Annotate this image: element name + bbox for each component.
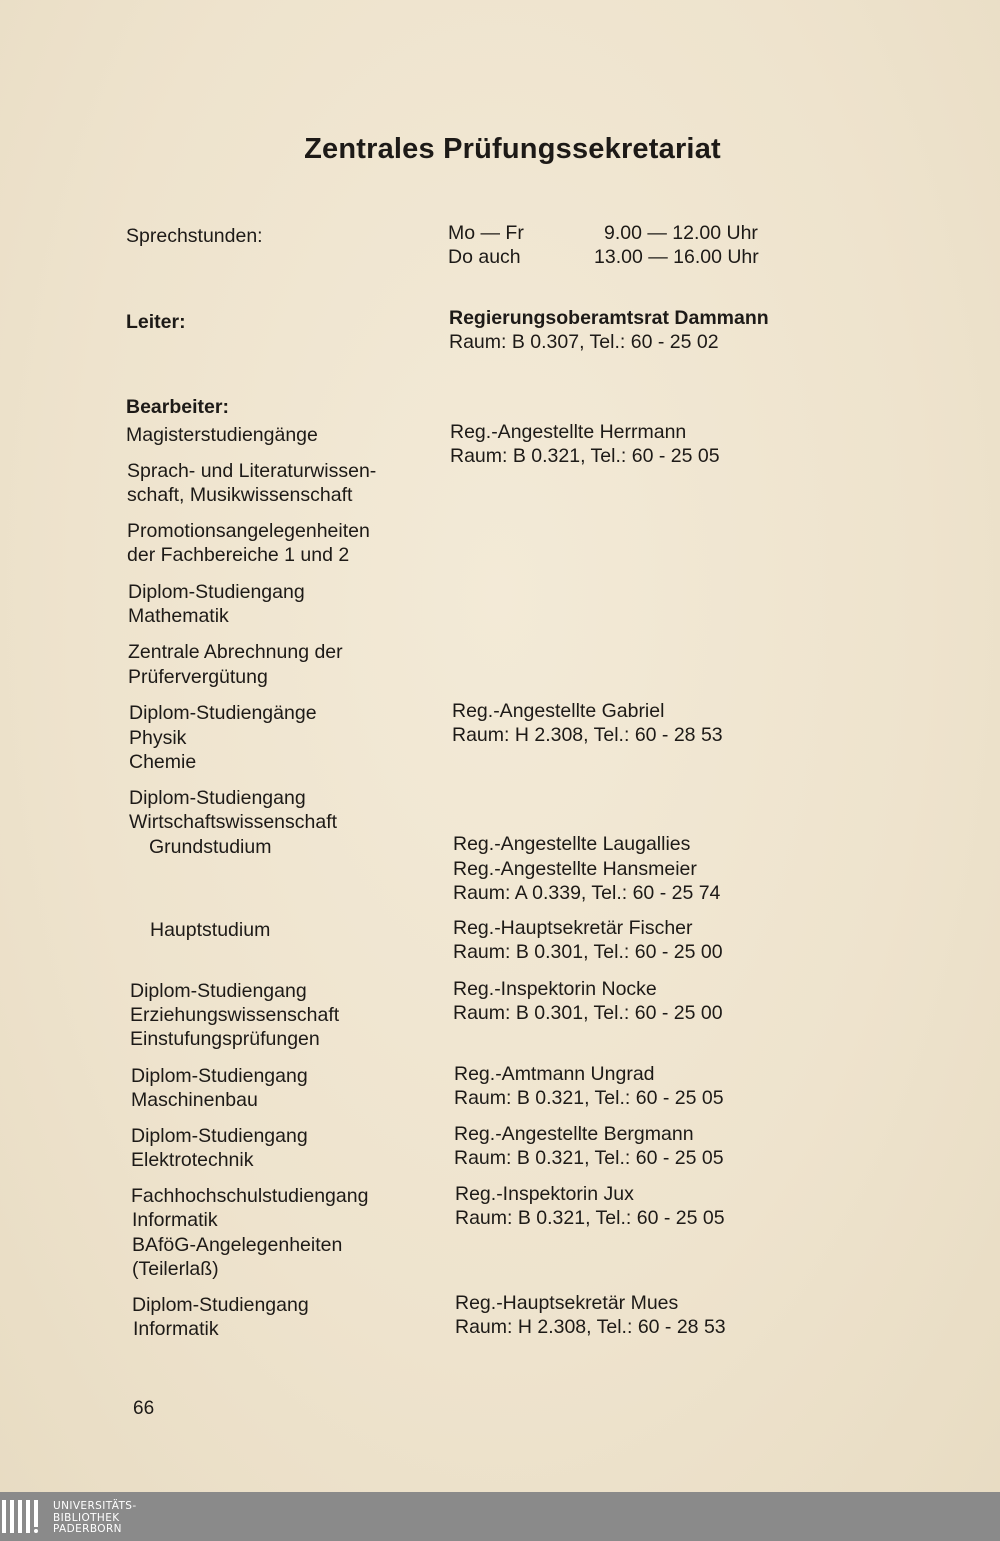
program-line: Diplom-Studiengang xyxy=(132,1294,309,1316)
staff-line: Raum: B 0.301, Tel.: 60 - 25 00 xyxy=(453,1002,723,1024)
head-room: Raum: B 0.307, Tel.: 60 - 25 02 xyxy=(449,331,719,353)
program-line: Magisterstudiengänge xyxy=(126,424,318,446)
program-line: Diplom-Studiengang xyxy=(130,980,307,1002)
staff-line: Raum: B 0.321, Tel.: 60 - 25 05 xyxy=(450,445,720,467)
staff-line: Reg.-Inspektorin Jux xyxy=(455,1183,634,1205)
staff-label: Bearbeiter: xyxy=(126,396,229,418)
program-line: Informatik xyxy=(132,1209,218,1231)
program-line: Maschinenbau xyxy=(131,1089,258,1111)
program-line: Diplom-Studiengang xyxy=(129,787,306,809)
staff-line: Reg.-Inspektorin Nocke xyxy=(453,978,657,1000)
program-line: Erziehungswissenschaft xyxy=(130,1004,340,1026)
staff-line: Raum: H 2.308, Tel.: 60 - 28 53 xyxy=(452,724,723,746)
staff-line: Reg.-Hauptsekretär Fischer xyxy=(453,917,693,939)
staff-line: Raum: B 0.321, Tel.: 60 - 25 05 xyxy=(455,1207,725,1229)
staff-line: Reg.-Angestellte Bergmann xyxy=(454,1123,694,1145)
program-line: Mathematik xyxy=(128,605,229,627)
program-line: (Teilerlaß) xyxy=(132,1258,219,1280)
program-line: Sprach- und Literaturwissen- xyxy=(127,460,377,482)
program-line: Grundstudium xyxy=(149,836,272,858)
staff-line: Raum: B 0.301, Tel.: 60 - 25 00 xyxy=(453,941,723,963)
staff-line: Reg.-Amtmann Ungrad xyxy=(454,1063,655,1085)
office-hours-label: Sprechstunden: xyxy=(126,225,263,247)
logo-line: PADERBORN xyxy=(53,1523,122,1535)
program-line: Diplom-Studiengänge xyxy=(129,702,317,724)
program-line: Informatik xyxy=(133,1318,219,1340)
program-line: Diplom-Studiengang xyxy=(131,1065,308,1087)
program-line: BAföG-Angelegenheiten xyxy=(132,1234,343,1256)
staff-line: Reg.-Angestellte Laugallies xyxy=(453,833,691,855)
staff-line: Reg.-Angestellte Herrmann xyxy=(450,421,687,443)
staff-line: Reg.-Hauptsekretär Mues xyxy=(455,1292,679,1314)
head-label: Leiter: xyxy=(126,311,186,333)
staff-line: Raum: H 2.308, Tel.: 60 - 28 53 xyxy=(455,1316,726,1338)
staff-line: Raum: B 0.321, Tel.: 60 - 25 05 xyxy=(454,1147,724,1169)
office-hours-day: Mo — Fr xyxy=(448,222,524,244)
program-line: Physik xyxy=(129,727,187,749)
program-line: der Fachbereiche 1 und 2 xyxy=(127,544,350,566)
program-line: Chemie xyxy=(129,751,197,773)
logo-line: BIBLIOTHEK xyxy=(53,1511,120,1524)
staff-line: Reg.-Angestellte Gabriel xyxy=(452,700,665,722)
program-line: Wirtschaftswissenschaft xyxy=(129,811,338,833)
office-hours-day: Do auch xyxy=(448,246,521,268)
page-number: 66 xyxy=(133,1398,155,1419)
page-title: Zentrales Prüfungssekretariat xyxy=(304,133,721,165)
program-line: Promotionsangelegenheiten xyxy=(127,520,370,542)
library-logo-text xyxy=(53,1501,137,1536)
library-footer xyxy=(0,1492,1000,1541)
program-line: Zentrale Abrechnung der xyxy=(128,641,343,663)
logo-line: UNIVERSITÄTS- xyxy=(53,1500,137,1512)
office-hours-time: 13.00 — 16.00 Uhr xyxy=(594,246,759,268)
program-line: Fachhochschulstudiengang xyxy=(131,1185,369,1207)
program-line: Diplom-Studiengang xyxy=(131,1125,308,1147)
library-logo-icon xyxy=(0,1500,46,1533)
staff-line: Reg.-Angestellte Hansmeier xyxy=(453,858,697,880)
program-line: Hauptstudium xyxy=(150,919,271,941)
head-name: Regierungsoberamtsrat Dammann xyxy=(449,307,769,329)
staff-line: Raum: B 0.321, Tel.: 60 - 25 05 xyxy=(454,1087,724,1109)
office-hours-time: 9.00 — 12.00 Uhr xyxy=(604,222,758,244)
program-line: schaft, Musikwissenschaft xyxy=(127,484,353,506)
program-line: Elektrotechnik xyxy=(131,1149,254,1171)
program-line: Diplom-Studiengang xyxy=(128,581,305,603)
program-line: Einstufungsprüfungen xyxy=(130,1028,320,1050)
program-line: Prüfervergütung xyxy=(128,666,268,688)
staff-line: Raum: A 0.339, Tel.: 60 - 25 74 xyxy=(453,882,721,904)
